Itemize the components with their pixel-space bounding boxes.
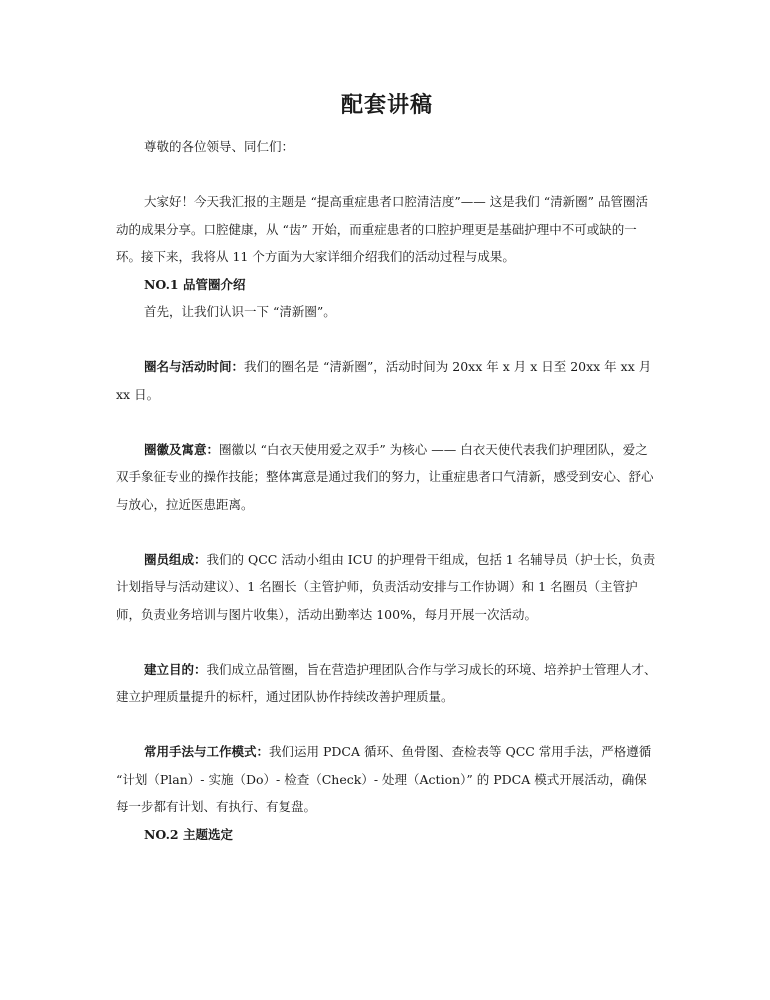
spacer: [116, 408, 658, 436]
item-text: 我们的 QCC 活动小组由 ICU 的护理骨干组成，包括 1 名辅导员（护士长，负责计划指导与活动建议）、1 名圈长（主管护师，负责活动安排与工作协调）和 1 名圈员（主管护师，负责业务培训与图片收集），活动出勤率达 100%，每月开展一次活动。: [116, 551, 656, 622]
item-members: [116, 546, 658, 629]
item-text: 圈徽以 “白衣天使用爱之双手” 为核心 —— 白衣天使代表我们护理团队，爱之双手象征专业的操作技能；整体寓意是通过我们的努力，让重症患者口气清新，感受到安心、舒心与放心，拉近医患距离。: [116, 441, 654, 512]
item-name-and-time: [116, 353, 658, 408]
spacer: [116, 711, 658, 739]
item-label: 常用手法与工作模式：: [144, 744, 270, 759]
spacer: [116, 628, 658, 656]
document-title: 配套讲稿: [340, 92, 433, 118]
section-heading-1: NO.1 品管圈介绍: [144, 276, 246, 292]
item-text: 我们成立品管圈，旨在营造护理团队合作与学习成长的环境、培养护士管理人才、建立护理质量提升的标杆，通过团队协作持续改善护理质量。: [116, 661, 657, 704]
section1-lead: 首先，让我们认识一下 “清新圈”。: [144, 304, 336, 319]
item-text: 我们的圈名是 “清新圈”，活动时间为 20xx 年 x 月 x 日至 20xx 年 xx 月 xx 日。: [116, 359, 652, 402]
item-label: 圈名与活动时间：: [144, 359, 245, 374]
spacer: [116, 326, 658, 354]
spacer: [116, 161, 658, 189]
item-text: 我们运用 PDCA 循环、鱼骨图、查检表等 QCC 常用手法，严格遵循 “计划（Plan）- 实施（Do）- 检查（Check）- 处理（Action）” 的 PDCA 模式开展活动，确保每一步都有计划、有执行、有复盘。: [116, 744, 652, 814]
item-emblem-meaning: [116, 436, 658, 519]
salutation: 尊敬的各位领导、同仁们：: [144, 139, 295, 154]
item-label: 圈员组成：: [144, 551, 207, 567]
item-purpose: [116, 656, 658, 711]
intro-paragraph: 大家好！今天我汇报的主题是 “提高重症患者口腔清洁度”—— 这是我们 “清新圈” 品管圈活动的成果分享。口腔健康，从 “齿” 开始，而重症患者的口腔护理更是基础护理中不可或缺的一环。接下来，我将从 11 个方面为大家详细介绍我们的活动过程与成果。: [116, 194, 648, 264]
spacer: [116, 518, 658, 546]
item-methods: [116, 738, 658, 821]
item-label: 圈徽及寓意：: [144, 441, 220, 457]
item-label: 建立目的：: [144, 661, 207, 677]
section-heading-2: NO.2 主题选定: [144, 826, 233, 842]
